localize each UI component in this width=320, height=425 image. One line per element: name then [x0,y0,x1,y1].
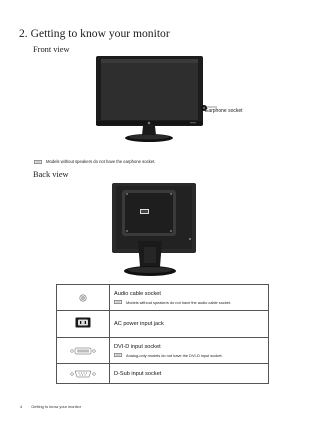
back-view-heading: Back view [33,170,69,179]
table-row [57,285,269,311]
table-icon-cell [57,364,110,384]
ac-power-jack-icon [75,317,91,328]
front-view-note [34,159,155,164]
note-icon [114,300,122,304]
connector-note-text: Models without speakers do not have the audio cable socket. [126,299,232,305]
table-row [57,338,269,364]
connector-label: DVI-D input socket [114,343,161,350]
note-icon [114,353,122,357]
table-row [57,364,269,384]
footer-text: Getting to know your monitor [31,404,82,409]
table-icon-cell [57,311,110,338]
connector-note-text: Analog-only models do not have the DVI-D input socket. [126,352,223,358]
front-view-heading: Front view [33,45,70,54]
table-desc-cell [110,338,269,364]
table-icon-cell [57,285,110,311]
earphone-socket-callout: Earphone socket [205,108,243,114]
connector-label: Audio cable socket [114,290,161,297]
audio-socket-icon [79,294,87,302]
front-view-note-text: Models without speakers do not have the earphone socket. [46,159,156,164]
page-number: 4 [20,404,23,409]
table-desc-cell [110,364,269,384]
table-desc-cell [110,285,269,311]
section-heading: 2. Getting to know your monitor [19,27,170,40]
connector-table [56,284,269,384]
connector-label: D-Sub input socket [114,370,162,377]
table-desc-cell [110,311,269,338]
monitor-back-image [110,181,200,281]
table-icon-cell [57,338,110,364]
connector-label: AC power input jack [114,321,164,327]
monitor-front-image [95,55,220,150]
dvi-d-socket-icon [70,347,96,355]
d-sub-socket-icon [70,370,96,378]
note-icon [34,160,42,164]
connector-note [114,300,264,305]
connector-note [114,353,264,358]
page-footer [20,404,81,409]
table-row [57,311,269,338]
